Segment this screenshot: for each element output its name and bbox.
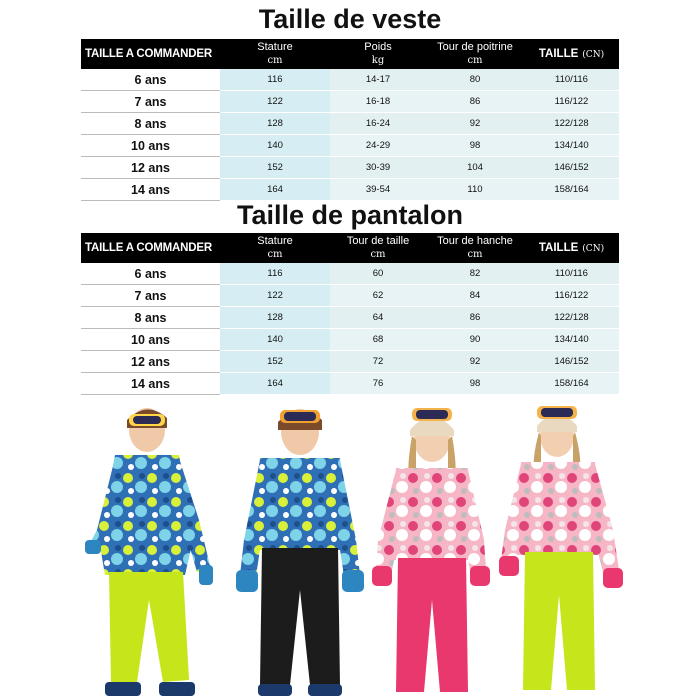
table-cell: 140 [220,135,330,157]
table-cell: 110/116 [524,263,619,285]
header-unit: cm [267,249,283,260]
table-row [81,373,619,395]
table-cell: 24-29 [330,135,426,157]
header-size-cn [524,39,619,69]
table-row [81,91,619,113]
table-cell: 39-54 [330,179,426,201]
table-cell: 86 [426,307,524,329]
header-label: Tour de poitrine [437,41,513,53]
table-cell: 110 [426,179,524,201]
table-cell: 104 [426,157,524,179]
header-unit: cm [370,249,386,260]
header-unit: (CN) [582,50,605,60]
table-cell: 152 [220,157,330,179]
table-cell: 134/140 [524,329,619,351]
table-cell: 82 [426,263,524,285]
header-unit: cm [267,55,283,66]
table-cell: 92 [426,113,524,135]
table-cell: 30-39 [330,157,426,179]
boy-blue-jacket-black-pants-icon [230,400,370,700]
table-cell: 72 [330,351,426,373]
table-cell: 122 [220,285,330,307]
table-cell: 128 [220,113,330,135]
table-cell: 116 [220,263,330,285]
table-row [81,285,619,307]
size-label-cell: 12 ans [81,157,220,179]
header-label: Stature [257,41,293,53]
header-waist [330,233,426,263]
table-row [81,307,619,329]
girl-pink-jacket-pink-pants-icon [360,400,500,700]
header-order-size: TAILLE A COMMANDER [81,233,220,263]
table-cell: 60 [330,263,426,285]
size-label-cell: 6 ans [81,263,220,285]
size-label-cell: 14 ans [81,373,220,395]
table-row [81,157,619,179]
header-unit: kg [371,55,385,66]
table-row [81,69,619,91]
header-chest [426,39,524,69]
pants-size-table [81,233,619,395]
header-label: TAILLE [538,48,579,60]
boy-blue-jacket-lime-pants-icon [75,400,215,700]
table-header-row [81,233,619,263]
header-weight [330,39,426,69]
header-size-cn [524,233,619,263]
table-cell: 122/128 [524,113,619,135]
table-header-row [81,39,619,69]
table-cell: 146/152 [524,157,619,179]
table-cell: 84 [426,285,524,307]
size-label-cell: 10 ans [81,329,220,351]
table-cell: 98 [426,373,524,395]
table-cell: 134/140 [524,135,619,157]
size-label-cell: 8 ans [81,113,220,135]
table-cell: 116/122 [524,285,619,307]
table-cell: 122 [220,91,330,113]
table-cell: 116/122 [524,91,619,113]
jacket-size-title: Taille de veste [258,4,442,34]
table-row [81,263,619,285]
header-unit: (CN) [582,244,605,254]
table-cell: 122/128 [524,307,619,329]
table-cell: 128 [220,307,330,329]
size-label-cell: 7 ans [81,91,220,113]
table-cell: 14-17 [330,69,426,91]
table-row [81,329,619,351]
table-cell: 158/164 [524,179,619,201]
model-photos [75,400,635,700]
table-row [81,351,619,373]
header-unit: cm [467,249,483,260]
table-cell: 164 [220,373,330,395]
table-cell: 158/164 [524,373,619,395]
table-cell: 110/116 [524,69,619,91]
jacket-table-body [81,69,619,201]
size-label-cell: 12 ans [81,351,220,373]
header-order-size: TAILLE A COMMANDER [81,39,220,69]
table-cell: 146/152 [524,351,619,373]
table-row [81,135,619,157]
size-label-cell: 14 ans [81,179,220,201]
table-cell: 80 [426,69,524,91]
size-label-cell: 8 ans [81,307,220,329]
table-cell: 76 [330,373,426,395]
table-cell: 16-18 [330,91,426,113]
header-stature [220,39,330,69]
table-cell: 68 [330,329,426,351]
table-cell: 140 [220,329,330,351]
pants-size-title: Taille de pantalon [236,200,464,230]
header-label: TAILLE [538,242,579,254]
girl-pink-jacket-lime-pants-icon [495,400,635,700]
size-label-cell: 7 ans [81,285,220,307]
table-cell: 62 [330,285,426,307]
header-label: Poids [364,41,392,53]
size-label-cell: 6 ans [81,69,220,91]
table-cell: 64 [330,307,426,329]
header-unit: cm [467,55,483,66]
jacket-size-table [81,39,619,201]
header-hip [426,233,524,263]
table-cell: 116 [220,69,330,91]
table-row [81,113,619,135]
table-cell: 98 [426,135,524,157]
table-cell: 86 [426,91,524,113]
header-label: Stature [257,235,293,247]
pants-table-body [81,263,619,395]
table-cell: 152 [220,351,330,373]
table-cell: 164 [220,179,330,201]
table-row [81,179,619,201]
header-label: Tour de hanche [437,235,513,247]
size-label-cell: 10 ans [81,135,220,157]
header-label: Tour de taille [346,235,410,247]
table-cell: 92 [426,351,524,373]
table-cell: 90 [426,329,524,351]
table-cell: 16-24 [330,113,426,135]
header-stature [220,233,330,263]
